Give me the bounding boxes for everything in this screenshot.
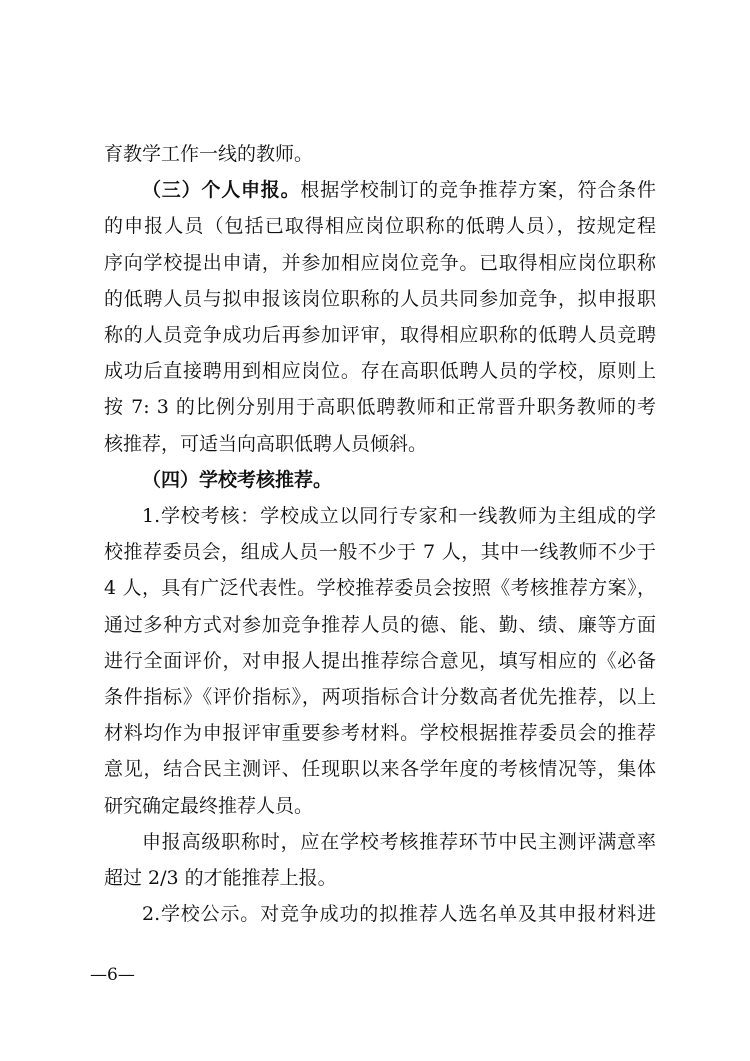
body-line xyxy=(104,393,656,421)
body-line xyxy=(104,719,656,747)
body-line xyxy=(104,611,656,639)
section-heading-line xyxy=(142,466,656,494)
body-text: 成功后直接聘用到相应岗位。存在高职低聘人员的学校，原则上 xyxy=(104,360,656,383)
body-line xyxy=(104,249,656,277)
body-line xyxy=(104,538,656,566)
section-heading-line xyxy=(142,176,656,204)
body-text: 材料均作为申报评审重要参考材料。学校根据推荐委员会的推荐 xyxy=(104,722,656,745)
body-text: 根据学校制订的竞争推荐方案，符合条件 xyxy=(300,179,656,202)
body-line xyxy=(142,900,656,928)
body-text: 申报高级职称时，应在学校考核推荐环节中民主测评满意率 xyxy=(142,830,656,853)
body-text: 进行全面评价，对申报人提出推荐综合意见，填写相应的《必备 xyxy=(104,649,656,672)
body-line xyxy=(104,792,656,820)
page-number: —6— xyxy=(90,965,135,985)
body-text: 的申报人员（包括已取得相应岗位职称的低聘人员），按规定程 xyxy=(104,215,656,238)
body-line xyxy=(104,321,656,349)
body-text: 校推荐委员会，组成人员一般不少于 7 人，其中一线教师不少于 xyxy=(104,541,656,564)
body-text: 2.学校公示。对竞争成功的拟推荐人选名单及其申报材料进 xyxy=(142,903,656,926)
body-line xyxy=(104,755,656,783)
body-line xyxy=(142,502,656,530)
body-text: 按 7: 3 的比例分别用于高职低聘教师和正常晋升职务教师的考 xyxy=(104,396,656,419)
body-text: 1.学校考核：学校成立以同行专家和一线教师为主组成的学 xyxy=(142,505,656,527)
body-line xyxy=(104,864,656,892)
body-text: 核推荐，可适当向高职低聘人员倾斜。 xyxy=(104,432,428,455)
body-text: 通过多种方式对参加竞争推荐人员的德、能、勤、绩、廉等方面 xyxy=(104,613,656,636)
body-text: 条件指标》《评价指标》，两项指标合计分数高者优先推荐，以上 xyxy=(104,686,656,708)
body-line xyxy=(104,574,656,602)
body-text: 序向学校提出申请，并参加相应岗位竞争。已取得相应岗位职称 xyxy=(104,251,656,274)
body-line xyxy=(104,683,656,711)
body-text: 意见，结合民主测评、任现职以来各学年度的考核情况等，集体 xyxy=(104,758,656,781)
body-line xyxy=(104,212,656,240)
body-line xyxy=(104,140,656,168)
body-line xyxy=(104,430,656,458)
body-text: 研究确定最终推荐人员。 xyxy=(104,794,314,817)
body-line xyxy=(104,285,656,313)
body-line xyxy=(104,647,656,675)
section-heading: （三）个人申报。 xyxy=(142,179,301,202)
body-line xyxy=(104,357,656,385)
body-text: 4 人，具有广泛代表性。学校推荐委员会按照《考核推荐方案》， xyxy=(104,577,656,600)
body-text: 超过 2/3 的才能推荐上报。 xyxy=(104,867,337,889)
body-text: 称的人员竞争成功后再参加评审，取得相应职称的低聘人员竞聘 xyxy=(104,324,656,346)
body-line xyxy=(142,828,656,856)
section-heading: （四）学校考核推荐。 xyxy=(142,468,333,491)
body-text: 的低聘人员与拟申报该岗位职称的人员共同参加竞争，拟申报职 xyxy=(104,287,656,310)
body-text: 育教学工作一线的教师。 xyxy=(104,143,314,165)
